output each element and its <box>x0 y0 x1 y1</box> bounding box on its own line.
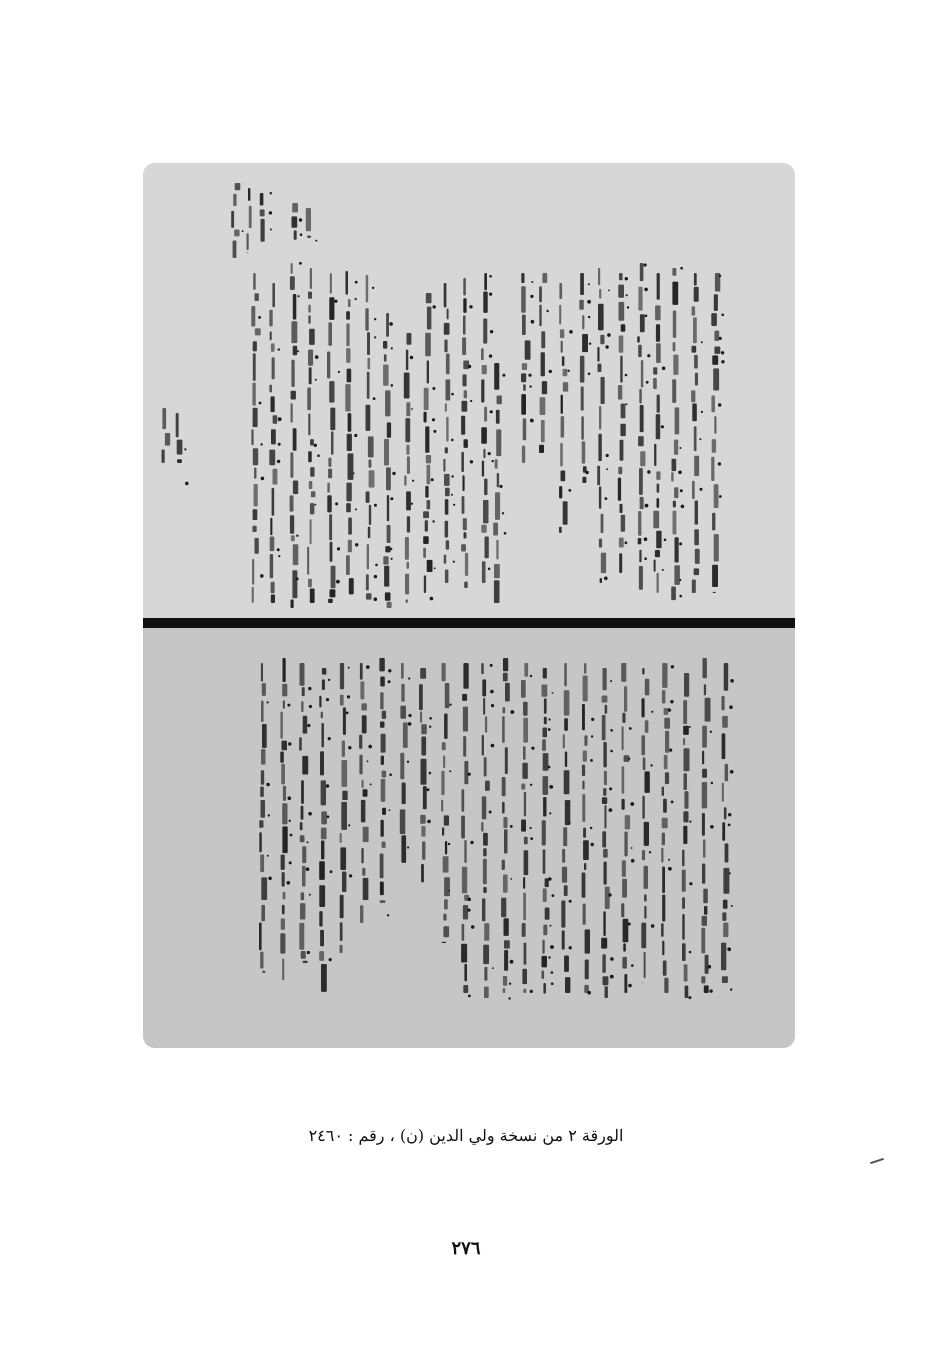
binding-spine <box>143 618 795 628</box>
manuscript-image <box>143 163 795 1048</box>
stray-pen-mark <box>870 1158 884 1164</box>
lower-folio <box>143 628 795 1048</box>
page-number: ٢٧٦ <box>451 1238 481 1259</box>
figure-caption: الورقة ٢ من نسخة ولي الدين (ن) ، رقم : ٢٤٦٠ <box>308 1126 624 1145</box>
manuscript-photograph <box>143 163 795 1048</box>
